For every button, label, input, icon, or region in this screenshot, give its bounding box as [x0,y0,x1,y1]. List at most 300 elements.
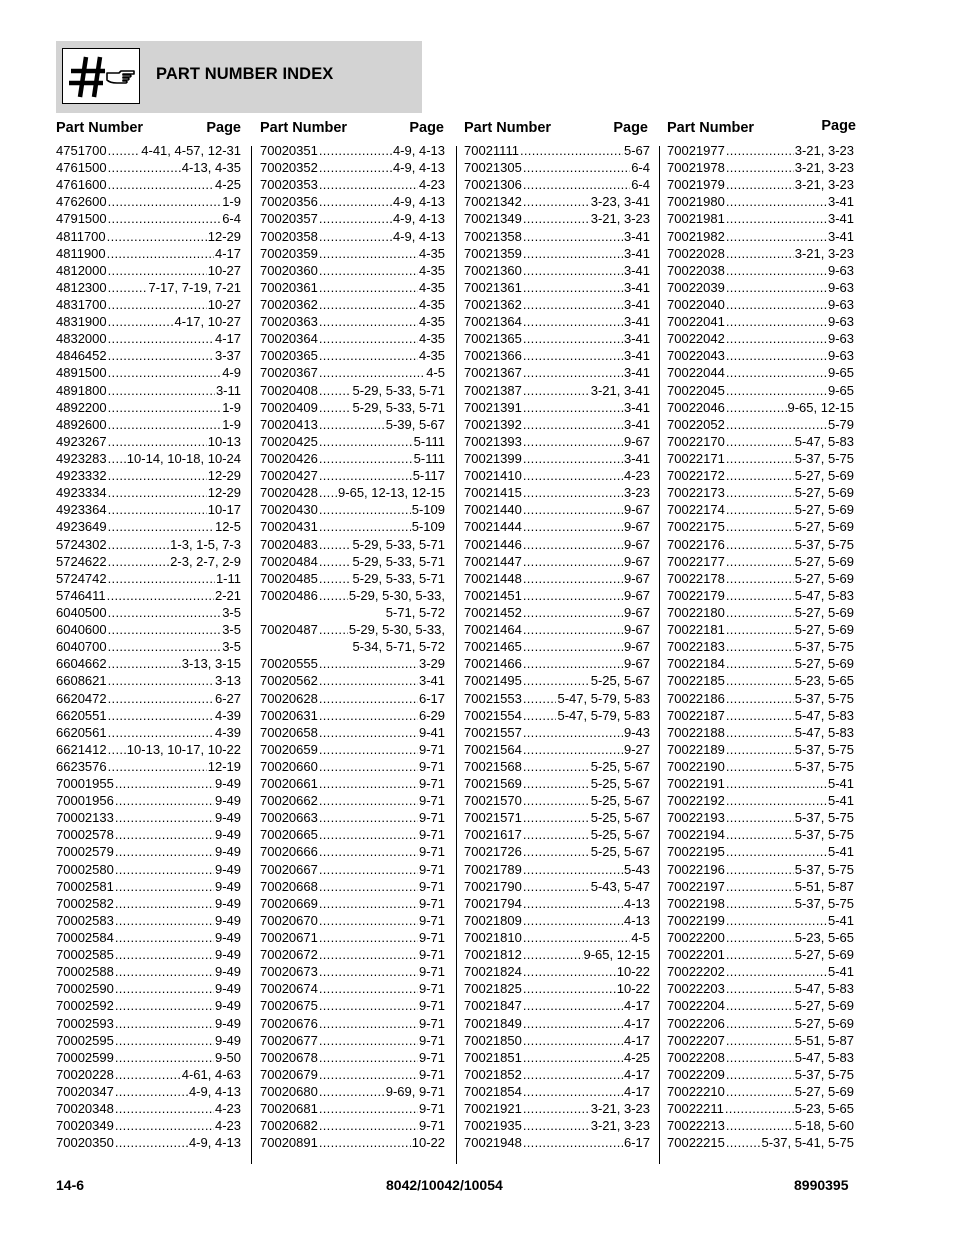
page-references: 5-29, 5-33, 5-71 [352,570,445,586]
dot-leader [115,792,214,809]
page-references: 4-9, 4-13 [392,143,445,158]
dot-leader [523,570,623,587]
dot-leader [523,963,616,980]
dot-leader [108,279,148,296]
dot-leader [108,193,222,210]
page-references: 5-29, 5-30, 5-33, [348,587,445,603]
dot-leader [726,1083,794,1100]
index-entry [667,330,854,347]
index-entry [464,963,650,980]
index-entry [56,638,241,655]
index-entry [56,672,241,689]
part-number: 70021446 [464,536,522,552]
dot-leader [523,245,623,262]
part-number: 70021366 [464,348,522,364]
page-references: 5-23, 5-65 [794,673,854,689]
index-entry [56,655,241,672]
page-references: 5-47, 5-79, 5-83 [557,707,650,723]
dot-leader [523,895,623,912]
index-entry [667,1134,854,1151]
part-number: 70021977 [667,143,725,158]
part-number: 70002582 [56,895,114,911]
page-references: 6-17 [418,690,445,706]
page-references: 9-65, 12-15 [787,399,854,415]
part-number: 70020660 [260,758,318,774]
page-number: 14-6 [56,1177,85,1193]
dot-leader [523,1083,623,1100]
page-references: 10-13 [207,433,241,449]
dot-leader [108,672,214,689]
part-number: 70021465 [464,639,522,655]
index-entry [667,963,854,980]
dot-leader [523,621,623,638]
part-number: 70020663 [260,810,318,826]
dot-leader [726,416,827,433]
page-references: 4-17 [623,1084,650,1100]
index-entry [464,484,650,501]
index-entry [464,758,650,775]
page-references: 3-21, 3-23 [590,1101,650,1117]
index-entry [260,895,445,912]
page-title: PART NUMBER INDEX [156,65,334,83]
part-number: 70022172 [667,468,725,484]
dot-leader [726,929,794,946]
part-number: 70022202 [667,964,725,980]
page-references: 4-25 [214,177,241,193]
page-references: 3-11 [215,382,241,398]
page-references: 4-17 [623,1066,650,1082]
dot-leader [108,210,222,227]
index-entry [464,330,650,347]
dot-leader [726,826,794,843]
index-entry [56,330,241,347]
part-number: 4891800 [56,382,107,398]
part-number: 70021447 [464,553,522,569]
part-number: 70020358 [260,228,318,244]
page-references: 3-21, 3-23 [794,177,854,193]
part-number: 70021948 [464,1135,522,1151]
dot-leader [319,758,418,775]
dot-leader [115,1015,214,1032]
dot-leader [107,228,207,245]
part-number: 70022208 [667,1049,725,1065]
page-references: 9-71 [418,1118,445,1134]
page-references: 9-71 [418,878,445,894]
page-references: 9-63 [827,348,854,364]
part-number: 70020668 [260,878,318,894]
index-entry [464,1083,650,1100]
dot-leader [319,621,348,638]
page-references: 5-29, 5-33, 5-71 [352,553,445,569]
page-references: 5-41 [827,964,854,980]
part-number: 6620551 [56,707,107,723]
page-references: 5-41 [827,776,854,792]
page-references: 9-65 [827,365,854,381]
part-number: 70020672 [260,947,318,963]
page-references: 4-35 [418,331,445,347]
dot-leader [108,176,214,193]
part-number: 70022039 [667,279,725,295]
page-references: 4-23 [214,1101,241,1117]
dot-leader [108,553,170,570]
index-entry [260,245,445,262]
part-number: 70020356 [260,194,318,210]
part-number: 70022045 [667,382,725,398]
index-entry [464,501,650,518]
page-references: 9-67 [623,553,650,569]
dot-leader [726,707,794,724]
dot-leader [726,1134,761,1151]
page-references: 5-27, 5-69 [794,468,854,484]
page-references: 2-3, 2-7, 2-9 [170,553,241,569]
page-references: 5-79 [827,416,854,432]
dot-leader [319,1049,418,1066]
page-references: 5-37, 5-75 [794,758,854,774]
page-references: 5-41 [827,793,854,809]
dot-leader [115,912,214,929]
page-references: 4-5 [426,365,445,381]
index-entry [260,1117,445,1134]
index-entry [667,929,854,946]
dot-leader [523,518,623,535]
dot-leader [523,980,616,997]
page-references: 3-41 [827,194,854,210]
dot-leader [523,997,623,1014]
page-references: 9-49 [214,964,241,980]
dot-leader [523,655,623,672]
page-references: 9-71 [418,758,445,774]
dot-leader [319,878,418,895]
page-references: 5-18, 5-60 [794,1118,854,1134]
part-number: 70020353 [260,177,318,193]
part-number: 70022028 [667,245,725,261]
page-references: 4-9 [222,365,241,381]
page-references: 5-29, 5-30, 5-33, [348,622,445,638]
index-entry [667,399,854,416]
part-number: 70020430 [260,502,318,518]
index-entry [464,364,650,381]
page-references: 4-13 [623,912,650,928]
part-number: 70022180 [667,604,725,620]
dot-leader [319,587,348,604]
page-references: 5-37, 5-75 [794,741,854,757]
part-number: 70022206 [667,1015,725,1031]
index-entry [464,382,650,399]
part-number: 70020409 [260,399,318,415]
index-entry [667,382,854,399]
dot-leader [523,501,623,518]
page-references: 5-25, 5-67 [590,844,650,860]
dot-leader [726,758,794,775]
index-entry [260,553,445,570]
page-references: 1-9 [222,194,241,210]
dot-leader [115,1083,188,1100]
index-entry [464,193,650,210]
index-entry [260,724,445,741]
page-references: 9-49 [214,1032,241,1048]
index-entry [667,176,854,193]
page-references: 4-23 [623,468,650,484]
index-entry [56,1083,241,1100]
part-number-header: Part Number [464,120,552,136]
part-number: 70020363 [260,314,318,330]
index-entry [464,416,650,433]
part-number: 70021362 [464,296,522,312]
index-entry [56,228,241,245]
index-entry [56,1049,241,1066]
page-references: 5-27, 5-69 [794,519,854,535]
page-references: 9-71 [418,1049,445,1065]
part-number: 70021554 [464,707,522,723]
page-references: 5-47, 5-83 [794,981,854,997]
part-number: 4812300 [56,279,107,295]
part-number: 70022041 [667,314,725,330]
part-number: 70021825 [464,981,522,997]
part-number: 70021851 [464,1049,522,1065]
part-number: 70020665 [260,827,318,843]
index-entry [667,450,854,467]
part-number: 70021978 [667,160,725,176]
page-references: 9-63 [827,331,854,347]
page-references: 9-71 [418,776,445,792]
dot-leader [319,690,418,707]
dot-leader [115,843,214,860]
index-entry [260,1066,445,1083]
index-entry [667,433,854,450]
part-number-header: Part Number [667,120,755,136]
page-references: 5-27, 5-69 [794,570,854,586]
part-number: 70021365 [464,331,522,347]
part-number: 70021349 [464,211,522,227]
part-number: 70021850 [464,1032,522,1048]
part-number: 70002593 [56,1015,114,1031]
part-number: 70022185 [667,673,725,689]
part-number: 70001955 [56,776,114,792]
dot-leader [523,1032,623,1049]
dot-leader [726,484,794,501]
index-entry [667,741,854,758]
index-entry [464,587,650,604]
part-number: 70021393 [464,433,522,449]
page-references: 9-67 [623,536,650,552]
dot-leader [726,792,827,809]
page-references: 9-71 [418,741,445,757]
index-entry [464,809,650,826]
part-number: 70020891 [260,1135,318,1151]
page-references: 5-37, 5-75 [794,639,854,655]
dot-leader [115,1134,188,1151]
part-number: 70021726 [464,844,522,860]
page-references: 9-63 [827,262,854,278]
dot-leader [319,262,418,279]
dot-leader [107,587,214,604]
dot-leader [726,364,827,381]
dot-leader [319,416,385,433]
index-entry [667,518,854,535]
page-references: 9-71 [418,1032,445,1048]
dot-leader [523,672,590,689]
column-header [667,118,856,142]
page-references: 9-71 [418,912,445,928]
index-entry [464,929,650,946]
index-entry [56,484,241,501]
dot-leader [108,536,170,553]
page-references: 3-5 [222,639,241,655]
dot-leader [523,433,623,450]
dot-leader [523,912,623,929]
page-references: 9-71 [418,810,445,826]
part-number: 70021387 [464,382,522,398]
index-entry [56,296,241,313]
dot-leader [319,1100,418,1117]
index-entry [260,792,445,809]
index-column-3 [464,118,654,1151]
part-number: 70020484 [260,553,318,569]
page-references: 9-65, 12-15 [583,947,650,963]
page-references: 3-21, 3-23 [794,160,854,176]
part-number: 70021809 [464,912,522,928]
part-number: 70020628 [260,690,318,706]
dot-leader [319,313,418,330]
index-entry [464,707,650,724]
index-entry [464,946,650,963]
index-entry [667,655,854,672]
page-references: 3-41 [623,296,650,312]
page-references: 6-4 [631,160,650,176]
part-number: 70022175 [667,519,725,535]
page-references: 12-29 [207,228,241,244]
part-number: 70001956 [56,793,114,809]
page-references: 4-9, 4-13 [392,160,445,176]
index-entry [260,912,445,929]
part-number: 70022210 [667,1084,725,1100]
dot-leader [319,724,418,741]
part-number: 70022170 [667,433,725,449]
index-entry [464,724,650,741]
part-number: 70021392 [464,416,522,432]
part-number: 70020670 [260,912,318,928]
page-references: 5-37, 5-75 [794,861,854,877]
index-entry [667,279,854,296]
page-references: 3-41 [623,262,650,278]
dot-leader [523,210,590,227]
part-number: 70022044 [667,365,725,381]
part-number: 6608621 [56,673,107,689]
dot-leader [726,228,827,245]
part-number: 70022203 [667,981,725,997]
part-number: 70021391 [464,399,522,415]
part-number-header: Part Number [260,120,348,136]
page-references: 5-111 [413,433,445,449]
dot-leader [115,1100,214,1117]
dot-leader [319,1117,418,1134]
dot-leader [319,433,413,450]
page-references: 3-13, 3-15 [181,656,241,672]
dot-leader [523,536,623,553]
part-number: 70002578 [56,827,114,843]
dot-leader [523,929,630,946]
page-references: 9-43 [623,724,650,740]
part-number: 70020228 [56,1066,114,1082]
index-entry [56,501,241,518]
dot-leader [319,142,392,159]
index-entry [667,467,854,484]
part-number: 70022173 [667,485,725,501]
model-numbers: 8042/10042/10054 [386,1177,503,1193]
part-number: 70020631 [260,707,318,723]
dot-leader [108,296,207,313]
page-references: 1-3, 1-5, 7-3 [170,536,241,552]
index-entry [464,997,650,1014]
page-references: 5-47, 5-83 [794,587,854,603]
part-number: 70020555 [260,656,318,672]
page-references: 6-17 [623,1135,650,1151]
dot-leader [319,963,418,980]
page-references: 4-35 [418,314,445,330]
page-references: 9-67 [623,570,650,586]
index-entry [667,758,854,775]
index-entry [56,587,241,604]
index-entry [667,364,854,381]
index-entry [56,245,241,262]
part-number: 70022191 [667,776,725,792]
dot-leader [726,262,827,279]
page-references: 9-63 [827,314,854,330]
part-number: 5724622 [56,553,107,569]
index-entry [667,1049,854,1066]
part-number: 70022197 [667,878,725,894]
index-entry [260,313,445,330]
index-entry [464,1032,650,1049]
dot-leader [523,553,623,570]
index-entry [464,228,650,245]
part-number: 70020662 [260,793,318,809]
page-references: 3-29 [418,656,445,672]
index-entry [56,912,241,929]
dot-leader [726,450,794,467]
column-header [260,118,444,142]
part-number: 70020487 [260,622,318,638]
part-number: 70020350 [56,1135,114,1151]
dot-leader [520,142,623,159]
index-entry [667,638,854,655]
part-number: 70022195 [667,844,725,860]
index-entry [667,1100,854,1117]
index-entry [260,228,445,245]
page-references: 4-17 [623,998,650,1014]
part-number: 70020669 [260,895,318,911]
index-entry [260,843,445,860]
dot-leader [108,570,215,587]
page-references: 9-67 [623,433,650,449]
index-entry [56,262,241,279]
dot-leader [523,604,623,621]
dot-leader [319,775,418,792]
part-number: 70021557 [464,724,522,740]
page-references: 5-34, 5-71, 5-72 [352,639,445,655]
index-entry [667,861,854,878]
dot-leader [108,484,207,501]
index-entry [464,450,650,467]
page-references: 10-14, 10-18, 10-24 [126,450,241,466]
index-column-2 [260,118,450,1151]
index-entry [667,878,854,895]
page-references: 5-27, 5-69 [794,604,854,620]
dot-leader [726,843,827,860]
index-entry [667,997,854,1014]
part-number: 70020671 [260,930,318,946]
part-number: 4761600 [56,177,107,193]
